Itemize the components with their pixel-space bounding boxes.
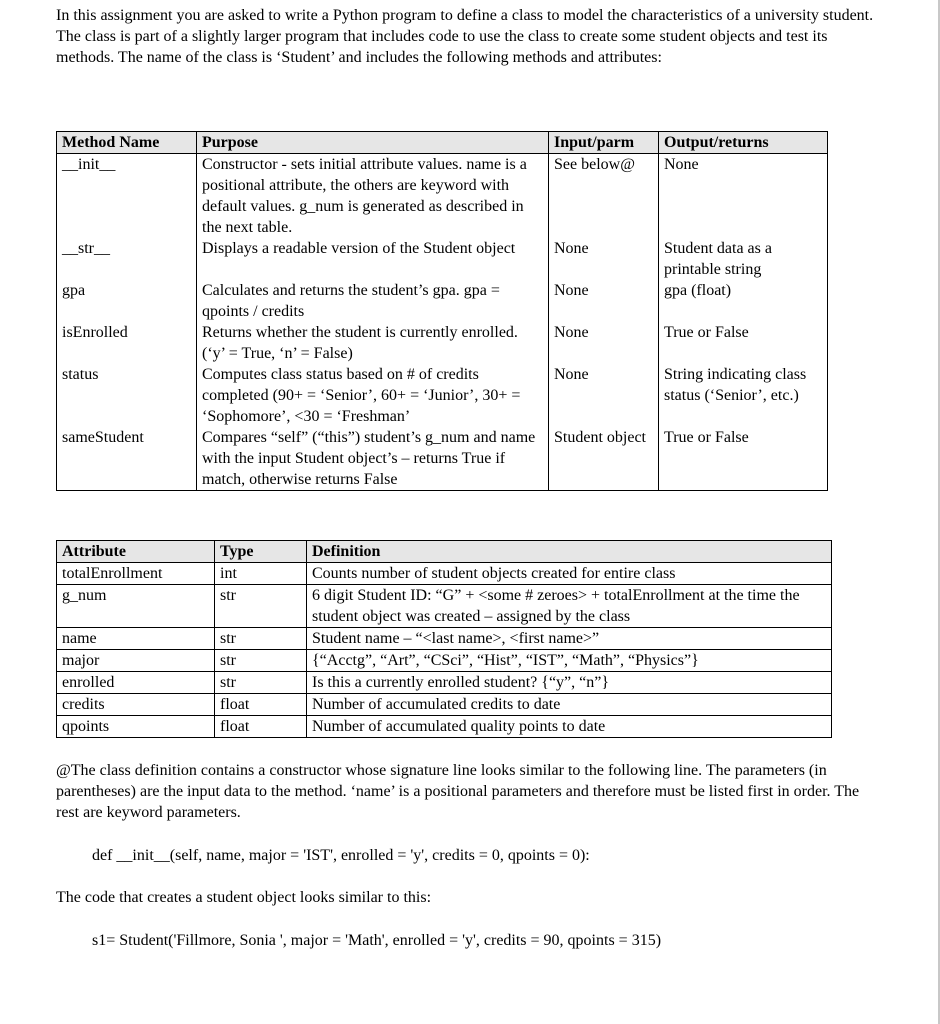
attribute-name: totalEnrollment: [57, 563, 215, 585]
col-header-output: Output/returns: [659, 132, 828, 154]
method-purpose: Returns whether the student is currently enrolled. (‘y’ = True, ‘n’ = False): [197, 322, 549, 364]
table-row: [57, 585, 832, 628]
col-header-purpose: Purpose: [197, 132, 549, 154]
intro-paragraph: In this assignment you are asked to write a Python program to define a class to model the characteristics of a university student. The class is part of a slightly larger program that includes code to use the class to create some student objects and test its methods. The name of the class is ‘Student’ and includes the following methods and attributes:: [56, 7, 874, 66]
method-input: Student object: [549, 427, 659, 491]
attribute-type: str: [215, 585, 307, 628]
method-input: None: [549, 280, 659, 322]
attribute-definition: Student name – “<last name>, <first name>”: [307, 628, 832, 650]
method-input: None: [549, 322, 659, 364]
attribute-definition: Is this a currently enrolled student? {“y”, “n”}: [307, 672, 832, 694]
attribute-type: int: [215, 563, 307, 585]
attribute-definition: 6 digit Student ID: “G” + <some # zeroes> + totalEnrollment at the time the student object was created – assigned by the class: [307, 585, 832, 628]
method-output: None: [659, 154, 828, 239]
method-purpose: Compares “self” (“this”) student’s g_num and name with the input Student object’s – returns True if match, otherwise returns False: [197, 427, 549, 491]
method-output: Student data as a printable string: [659, 238, 828, 280]
table-row: [57, 694, 832, 716]
method-input: See below@: [549, 154, 659, 239]
col-header-type: Type: [215, 541, 307, 563]
methods-table: [56, 131, 828, 491]
method-name: __str__: [57, 238, 197, 280]
method-purpose: Calculates and returns the student’s gpa. gpa = qpoints / credits: [197, 280, 549, 322]
method-name: status: [57, 364, 197, 427]
table-row: [57, 650, 832, 672]
attributes-header-row: [57, 541, 832, 563]
table-row: [57, 427, 828, 491]
table-row: [57, 716, 832, 738]
constructor-signature: def __init__(self, name, major = 'IST', enrolled = 'y', credits = 0, qpoints = 0):: [92, 847, 590, 864]
method-purpose: Computes class status based on # of credits completed (90+ = ‘Senior’, 60+ = ‘Junior’, 30+ = ‘Sophomore’, <30 = ‘Freshman’: [197, 364, 549, 427]
method-purpose: Constructor - sets initial attribute values. name is a positional attribute, the others are keyword with default values. g_num is generated as described in the next table.: [197, 154, 549, 239]
constructor-note: @The class definition contains a constructor whose signature line looks similar to the following line. The parameters (in parentheses) are the input data to the method. ‘name’ is a positional parameters and therefore must be listed first in order. The rest are keyword parameters.: [56, 762, 860, 821]
methods-header-row: [57, 132, 828, 154]
table-row: [57, 154, 828, 239]
attribute-name: enrolled: [57, 672, 215, 694]
table-row: [57, 364, 828, 427]
table-row: [57, 672, 832, 694]
attribute-definition: {“Acctg”, “Art”, “CSci”, “Hist”, “IST”, “Math”, “Physics”}: [307, 650, 832, 672]
method-purpose: Displays a readable version of the Student object: [197, 238, 549, 280]
attribute-definition: Counts number of student objects created for entire class: [307, 563, 832, 585]
table-row: [57, 322, 828, 364]
attribute-type: str: [215, 628, 307, 650]
col-header-definition: Definition: [307, 541, 832, 563]
attribute-name: qpoints: [57, 716, 215, 738]
attribute-type: float: [215, 716, 307, 738]
method-name: gpa: [57, 280, 197, 322]
method-output: True or False: [659, 322, 828, 364]
attributes-table: [56, 540, 832, 738]
method-name: sameStudent: [57, 427, 197, 491]
method-name: isEnrolled: [57, 322, 197, 364]
creation-intro: The code that creates a student object looks similar to this:: [56, 889, 432, 906]
table-row: [57, 628, 832, 650]
attribute-name: name: [57, 628, 215, 650]
method-output: gpa (float): [659, 280, 828, 322]
col-header-attribute: Attribute: [57, 541, 215, 563]
method-input: None: [549, 364, 659, 427]
attribute-type: str: [215, 672, 307, 694]
attribute-name: credits: [57, 694, 215, 716]
method-input: None: [549, 238, 659, 280]
table-row: [57, 280, 828, 322]
method-output: String indicating class status (‘Senior’, etc.): [659, 364, 828, 427]
col-header-input: Input/parm: [549, 132, 659, 154]
method-output: True or False: [659, 427, 828, 491]
creation-example: s1= Student('Fillmore, Sonia ', major = 'Math', enrolled = 'y', credits = 90, qpoints = 315): [92, 932, 662, 949]
attribute-definition: Number of accumulated credits to date: [307, 694, 832, 716]
attribute-definition: Number of accumulated quality points to date: [307, 716, 832, 738]
attribute-type: float: [215, 694, 307, 716]
attribute-name: g_num: [57, 585, 215, 628]
table-row: [57, 563, 832, 585]
method-name: __init__: [57, 154, 197, 239]
attribute-type: str: [215, 650, 307, 672]
table-row: [57, 238, 828, 280]
attribute-name: major: [57, 650, 215, 672]
col-header-method-name: Method Name: [57, 132, 197, 154]
